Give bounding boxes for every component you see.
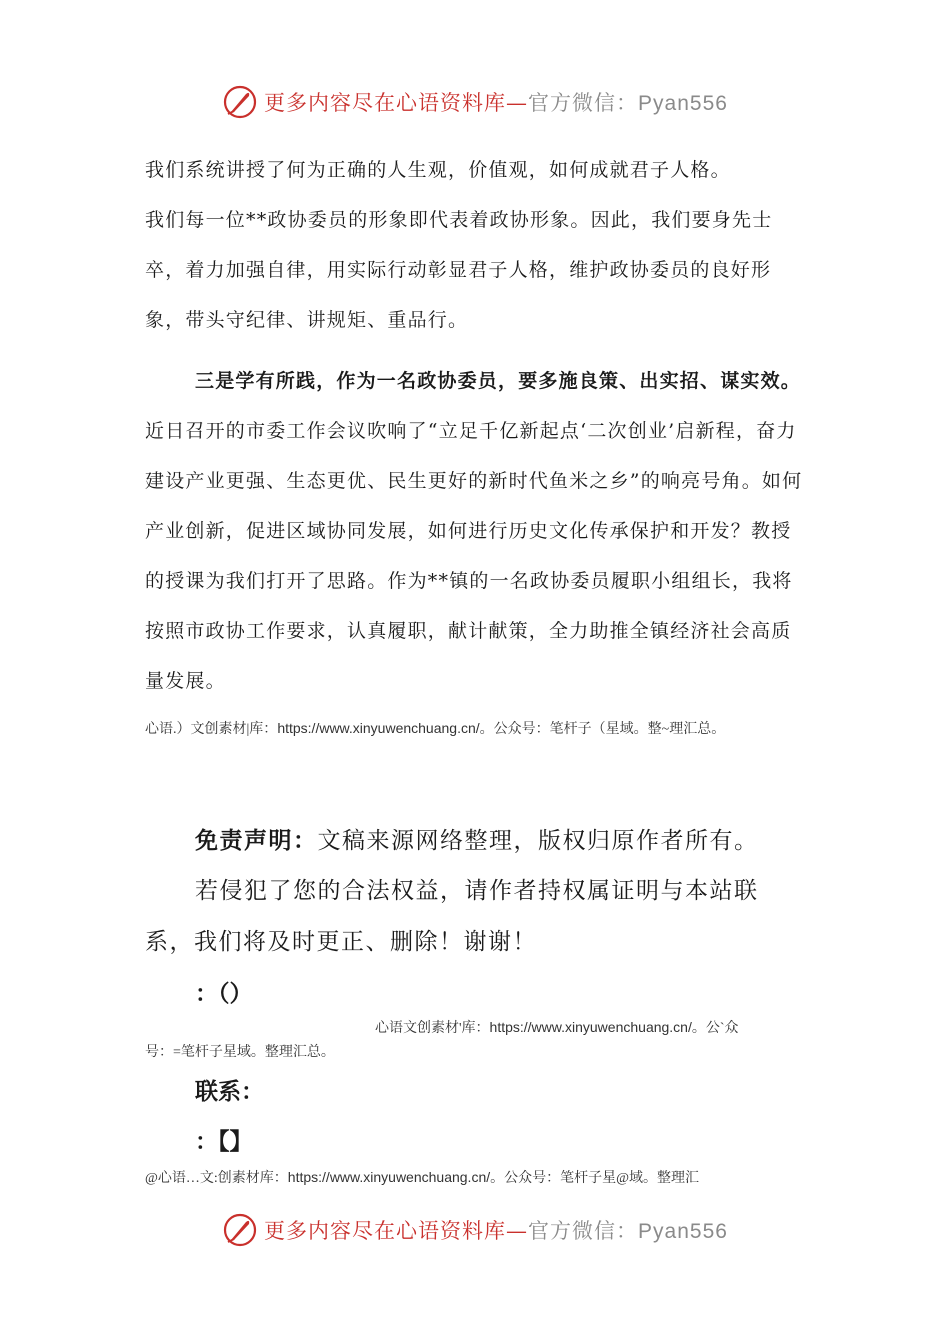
footer-banner	[0, 1208, 950, 1252]
watermark-note-3: @心语…文:创素材库：https://www.xinyuwenchuang.cn/。公众号：笔杆子星@域。整理汇	[145, 1169, 700, 1186]
paragraph-3-body: 近日召开的市委工作会议吹响了“立足千亿新起点‘二次创业’启新程，奋力建设产业更强、生态更优、民生更好的新时代鱼米之乡”的响亮号角。如何产业创新，促进区域协同发展，如何进行历史文化传承保护和开发？教授的授课为我们打开了思路。作为**镇的一名政协委员履职小组组长，我将按照市政协工作要求，认真履职，献计献策，全力助推全镇经济社会高质量发展。	[145, 420, 803, 692]
banner-text: 更多内容尽在心语资料库—官方微信：Pyan556	[264, 91, 728, 115]
paragraph-1: 我们系统讲授了何为正确的人生观，价值观，如何成就君子人格。	[145, 159, 731, 181]
disclaimer-continued: 若侵犯了您的合法权益，请作者持权属证明与本站联系，我们将及时更正、删除！谢谢！	[145, 878, 759, 955]
disclaimer-line1: 文稿来源网络整理，版权归原作者所有。	[317, 828, 759, 854]
disclaimer-title: 免责声明：	[195, 827, 318, 854]
paragraph-3-lead: 三是学有所践，作为一名政协委员，要多施良策、出实招、谋实效。	[195, 370, 802, 392]
paragraph-3	[145, 356, 805, 706]
contact-label: 联系：	[195, 1079, 264, 1105]
header-banner	[0, 80, 950, 124]
banner-text: 更多内容尽在心语资料库—官方微信：Pyan556	[264, 1219, 728, 1243]
watermark-note-2: 心语文创素材'库：https://www.xinyuwenchuang.cn/。公`众	[375, 1019, 739, 1036]
quill-pen-circle-icon	[222, 1212, 258, 1248]
watermark-note-2-line2: 号：=笔杆子星域。整理汇总。	[145, 1045, 335, 1060]
paragraph-2: 我们每一位**政协委员的形象即代表着政协形象。因此，我们要身先士卒，着力加强自律，用实际行动彰显君子人格，维护政协委员的良好形象，带头守纪律、讲规矩、重品行。	[145, 209, 773, 331]
label-colon-paren: ：（）	[195, 981, 253, 1007]
disclaimer	[145, 815, 807, 867]
quill-pen-circle-icon	[222, 84, 258, 120]
label-colon-bracket: ：【】	[195, 1129, 253, 1155]
watermark-note-1: 心语.）文创素材|库：https://www.xinyuwenchuang.cn/。公众号：笔杆子（星域。整~理汇总。	[145, 720, 726, 737]
